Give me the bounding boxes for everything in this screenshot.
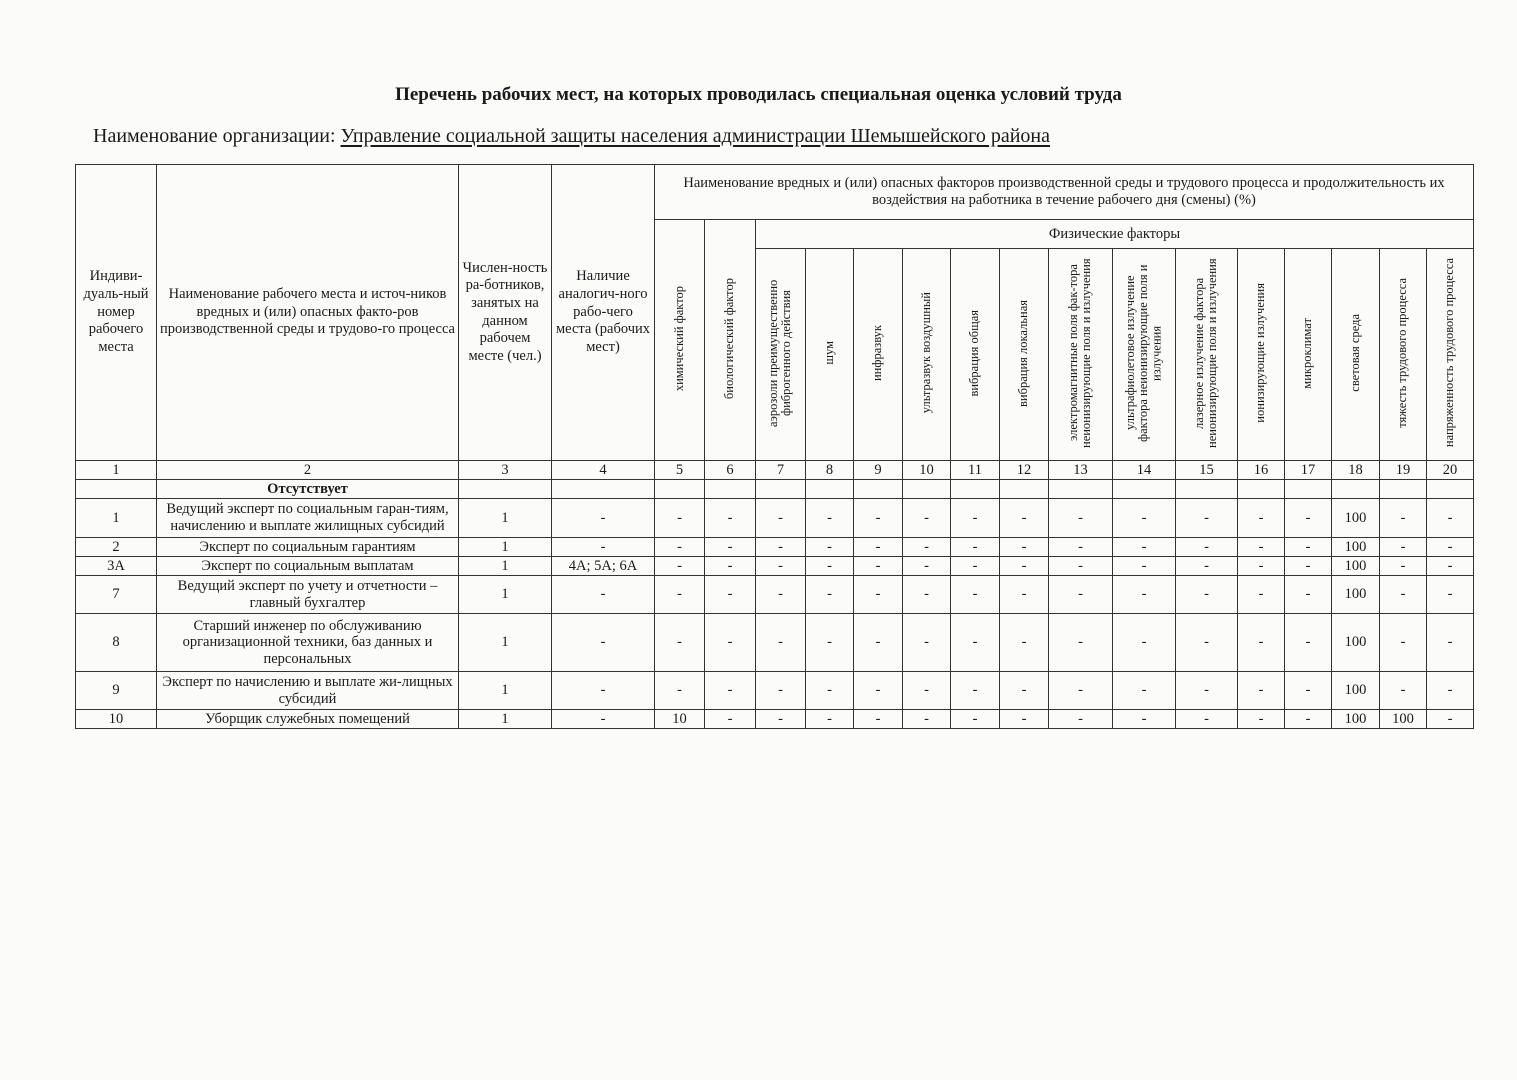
factor-value-col-20: - — [1427, 557, 1474, 576]
header-physical-factors: Физические факторы — [756, 220, 1474, 249]
header-factor-12: вибрация локальная — [1000, 249, 1049, 461]
workplace-table — [75, 164, 1474, 729]
header-factor-7: аэрозоли преимущественно фиброгенного действия — [756, 249, 806, 461]
worker-count: 1 — [459, 538, 552, 557]
factor-value-col-15: - — [1176, 557, 1238, 576]
factor-value-col-5: - — [655, 538, 705, 557]
column-number-cell: 15 — [1176, 461, 1238, 480]
factor-value-col-11: - — [951, 557, 1000, 576]
worker-count: 1 — [459, 576, 552, 614]
factor-value-col-10: - — [903, 672, 951, 710]
header-factor-17: микроклимат — [1285, 249, 1332, 461]
factor-value-col-5: - — [655, 557, 705, 576]
table-row — [76, 614, 1474, 672]
factor-value-col-18: 100 — [1332, 499, 1380, 538]
workplace-number: 7 — [76, 576, 157, 614]
column-number-cell: 17 — [1285, 461, 1332, 480]
factor-value-col-7: - — [756, 576, 806, 614]
column-number-cell: 12 — [1000, 461, 1049, 480]
factor-value-col-12: - — [1000, 672, 1049, 710]
factor-value-col-11: - — [951, 499, 1000, 538]
factor-value-col-12: - — [1000, 538, 1049, 557]
analog-workplaces: - — [552, 538, 655, 557]
factor-value-col-14: - — [1113, 538, 1176, 557]
header-factor-19: тяжесть трудового процесса — [1380, 249, 1427, 461]
worker-count: 1 — [459, 557, 552, 576]
header-factor-13: электромагнитные поля фак-тора неионизирующие поля и излучения — [1049, 249, 1113, 461]
factor-value-col-14: - — [1113, 557, 1176, 576]
factor-value-col-17: - — [1285, 614, 1332, 672]
factor-value-col-17: - — [1285, 557, 1332, 576]
factor-value-col-20: - — [1427, 614, 1474, 672]
worker-count: 1 — [459, 710, 552, 729]
factor-value-col-13: - — [1049, 538, 1113, 557]
factor-value-col-18: 100 — [1332, 672, 1380, 710]
factor-value-col-6: - — [705, 672, 756, 710]
header-factor-11: вибрация общая — [951, 249, 1000, 461]
factor-value-col-17: - — [1285, 672, 1332, 710]
analog-workplaces: - — [552, 576, 655, 614]
factor-value-col-19: - — [1380, 672, 1427, 710]
table-row — [76, 576, 1474, 614]
column-number-cell: 6 — [705, 461, 756, 480]
factor-value-col-16: - — [1238, 499, 1285, 538]
header-workplace-name: Наименование рабочего места и источ-ников вредных и (или) опасных факто-ров производственной среды и трудово-го процесса — [157, 165, 459, 461]
factor-value-col-5: - — [655, 499, 705, 538]
factor-value-col-7: - — [756, 672, 806, 710]
factor-value-col-10: - — [903, 538, 951, 557]
header-worker-count: Числен-ность ра-ботников, занятых на данном рабочем месте (чел.) — [459, 165, 552, 461]
factor-value-col-7: - — [756, 557, 806, 576]
factor-value-col-13: - — [1049, 499, 1113, 538]
factor-value-col-12: - — [1000, 499, 1049, 538]
column-number-cell: 18 — [1332, 461, 1380, 480]
column-number-cell: 3 — [459, 461, 552, 480]
factor-value-col-9: - — [854, 710, 903, 729]
factor-value-col-14: - — [1113, 672, 1176, 710]
column-number-cell: 1 — [76, 461, 157, 480]
factor-value-col-10: - — [903, 499, 951, 538]
factor-value-col-17: - — [1285, 710, 1332, 729]
factor-value-col-6: - — [705, 614, 756, 672]
factor-value-col-11: - — [951, 710, 1000, 729]
factor-value-col-16: - — [1238, 538, 1285, 557]
factor-value-col-16: - — [1238, 576, 1285, 614]
factor-value-col-9: - — [854, 538, 903, 557]
factor-value-col-8: - — [806, 576, 854, 614]
table-row — [76, 557, 1474, 576]
factor-value-col-19: - — [1380, 576, 1427, 614]
header-factor-14: ультрафиолетовое излучение фактора неионизирующие поля и излучения — [1113, 249, 1176, 461]
document-title: Перечень рабочих мест, на которых проводилась специальная оценка условий труда — [395, 84, 1122, 105]
header-analog-workplaces: Наличие аналогич-ного рабо-чего места (рабочих мест) — [552, 165, 655, 461]
factor-value-col-11: - — [951, 672, 1000, 710]
factor-value-col-5: - — [655, 672, 705, 710]
analog-workplaces: 4А; 5А; 6А — [552, 557, 655, 576]
table-row — [76, 538, 1474, 557]
factor-value-col-15: - — [1176, 614, 1238, 672]
column-number-cell: 13 — [1049, 461, 1113, 480]
workplace-number: 9 — [76, 672, 157, 710]
column-number-cell: 8 — [806, 461, 854, 480]
factor-value-col-10: - — [903, 557, 951, 576]
factor-value-col-8: - — [806, 499, 854, 538]
factor-value-col-16: - — [1238, 672, 1285, 710]
factor-value-col-15: - — [1176, 576, 1238, 614]
organization-line — [93, 125, 1050, 148]
header-factor-8: шум — [806, 249, 854, 461]
header-factor-10: ультразвук воздушный — [903, 249, 951, 461]
header-factor-20: напряженность трудового процесса — [1427, 249, 1474, 461]
factor-value-col-14: - — [1113, 576, 1176, 614]
factor-value-col-11: - — [951, 614, 1000, 672]
factor-value-col-13: - — [1049, 710, 1113, 729]
factor-value-col-8: - — [806, 614, 854, 672]
factor-value-col-15: - — [1176, 710, 1238, 729]
table-row — [76, 672, 1474, 710]
factor-value-col-19: - — [1380, 614, 1427, 672]
factor-value-col-20: - — [1427, 538, 1474, 557]
section-empty-cell — [76, 480, 157, 499]
column-number-cell: 14 — [1113, 461, 1176, 480]
workplace-number: 3А — [76, 557, 157, 576]
analog-workplaces: - — [552, 710, 655, 729]
factor-value-col-6: - — [705, 710, 756, 729]
factor-value-col-16: - — [1238, 710, 1285, 729]
column-number-cell: 9 — [854, 461, 903, 480]
factor-value-col-19: - — [1380, 538, 1427, 557]
factor-value-col-15: - — [1176, 538, 1238, 557]
factor-value-col-19: - — [1380, 499, 1427, 538]
header-factor-16: ионизирующие излучения — [1238, 249, 1285, 461]
factor-value-col-17: - — [1285, 499, 1332, 538]
factor-value-col-12: - — [1000, 710, 1049, 729]
workplace-name: Старший инженер по обслуживанию организационной техники, баз данных и персональных — [157, 614, 459, 672]
column-number-cell: 5 — [655, 461, 705, 480]
factor-value-col-12: - — [1000, 614, 1049, 672]
factor-value-col-12: - — [1000, 576, 1049, 614]
column-number-cell: 16 — [1238, 461, 1285, 480]
factor-value-col-9: - — [854, 614, 903, 672]
factor-value-col-15: - — [1176, 672, 1238, 710]
column-number-cell: 10 — [903, 461, 951, 480]
header-factor-9: инфразвук — [854, 249, 903, 461]
worker-count: 1 — [459, 614, 552, 672]
factor-value-col-16: - — [1238, 614, 1285, 672]
workplace-name: Эксперт по социальным выплатам — [157, 557, 459, 576]
factor-value-col-12: - — [1000, 557, 1049, 576]
factor-value-col-11: - — [951, 576, 1000, 614]
column-number-cell: 19 — [1380, 461, 1427, 480]
worker-count: 1 — [459, 672, 552, 710]
column-number-cell: 11 — [951, 461, 1000, 480]
factor-value-col-7: - — [756, 710, 806, 729]
factor-value-col-14: - — [1113, 499, 1176, 538]
worker-count: 1 — [459, 499, 552, 538]
factor-value-col-19: 100 — [1380, 710, 1427, 729]
factor-value-col-17: - — [1285, 538, 1332, 557]
analog-workplaces: - — [552, 672, 655, 710]
workplace-number: 1 — [76, 499, 157, 538]
header-factors-group: Наименование вредных и (или) опасных факторов производственной среды и трудового процесса и продолжительность их воздействия на работника в течение рабочего дня (смены) (%) — [655, 165, 1474, 220]
analog-workplaces: - — [552, 499, 655, 538]
factor-value-col-19: - — [1380, 557, 1427, 576]
factor-value-col-14: - — [1113, 614, 1176, 672]
factor-value-col-18: 100 — [1332, 614, 1380, 672]
workplace-name: Ведущий эксперт по учету и отчетности – главный бухгалтер — [157, 576, 459, 614]
workplace-number: 8 — [76, 614, 157, 672]
factor-value-col-10: - — [903, 710, 951, 729]
header-factor-15: лазерное излучение фактора неионизирующие поля и излучения — [1176, 249, 1238, 461]
factor-value-col-13: - — [1049, 557, 1113, 576]
factor-value-col-18: 100 — [1332, 576, 1380, 614]
header-factor-6: биологический фактор — [705, 220, 756, 461]
factor-value-col-18: 100 — [1332, 557, 1380, 576]
workplace-name: Эксперт по социальным гарантиям — [157, 538, 459, 557]
factor-value-col-13: - — [1049, 614, 1113, 672]
factor-value-col-9: - — [854, 672, 903, 710]
workplace-name: Ведущий эксперт по социальным гаран-тиям, начислению и выплате жилищных субсидий — [157, 499, 459, 538]
factor-value-col-8: - — [806, 538, 854, 557]
organization-name: Управление социальной защиты населения администрации Шемышейского района — [340, 125, 1051, 147]
factor-value-col-15: - — [1176, 499, 1238, 538]
factor-value-col-6: - — [705, 557, 756, 576]
factor-value-col-10: - — [903, 576, 951, 614]
factor-value-col-5: - — [655, 576, 705, 614]
workplace-name: Уборщик служебных помещений — [157, 710, 459, 729]
factor-value-col-6: - — [705, 538, 756, 557]
factor-value-col-17: - — [1285, 576, 1332, 614]
workplace-number: 2 — [76, 538, 157, 557]
factor-value-col-5: - — [655, 614, 705, 672]
factor-value-col-7: - — [756, 614, 806, 672]
factor-value-col-8: - — [806, 710, 854, 729]
factor-value-col-11: - — [951, 538, 1000, 557]
column-number-cell: 2 — [157, 461, 459, 480]
factor-value-col-18: 100 — [1332, 538, 1380, 557]
section-label: Отсутствует — [157, 480, 459, 499]
header-factor-18: световая среда — [1332, 249, 1380, 461]
factor-value-col-18: 100 — [1332, 710, 1380, 729]
analog-workplaces: - — [552, 614, 655, 672]
table-row — [76, 710, 1474, 729]
table-row — [76, 499, 1474, 538]
factor-value-col-20: - — [1427, 576, 1474, 614]
workplace-name: Эксперт по начислению и выплате жи-лищных субсидий — [157, 672, 459, 710]
factor-value-col-7: - — [756, 538, 806, 557]
column-number-cell: 20 — [1427, 461, 1474, 480]
header-factor-5: химический фактор — [655, 220, 705, 461]
factor-value-col-5: 10 — [655, 710, 705, 729]
factor-value-col-10: - — [903, 614, 951, 672]
factor-value-col-9: - — [854, 557, 903, 576]
factor-value-col-16: - — [1238, 557, 1285, 576]
factor-value-col-9: - — [854, 576, 903, 614]
factor-value-col-8: - — [806, 672, 854, 710]
organization-label: Наименование организации: — [93, 125, 336, 147]
factor-value-col-20: - — [1427, 710, 1474, 729]
factor-value-col-20: - — [1427, 672, 1474, 710]
factor-value-col-9: - — [854, 499, 903, 538]
factor-value-col-13: - — [1049, 576, 1113, 614]
header-workplace-number: Индиви-дуаль-ный номер рабочего места — [76, 165, 157, 461]
column-number-cell: 4 — [552, 461, 655, 480]
factor-value-col-20: - — [1427, 499, 1474, 538]
workplace-number: 10 — [76, 710, 157, 729]
factor-value-col-14: - — [1113, 710, 1176, 729]
factor-value-col-13: - — [1049, 672, 1113, 710]
factor-value-col-7: - — [756, 499, 806, 538]
factor-value-col-8: - — [806, 557, 854, 576]
factor-value-col-6: - — [705, 499, 756, 538]
column-number-cell: 7 — [756, 461, 806, 480]
factor-value-col-6: - — [705, 576, 756, 614]
